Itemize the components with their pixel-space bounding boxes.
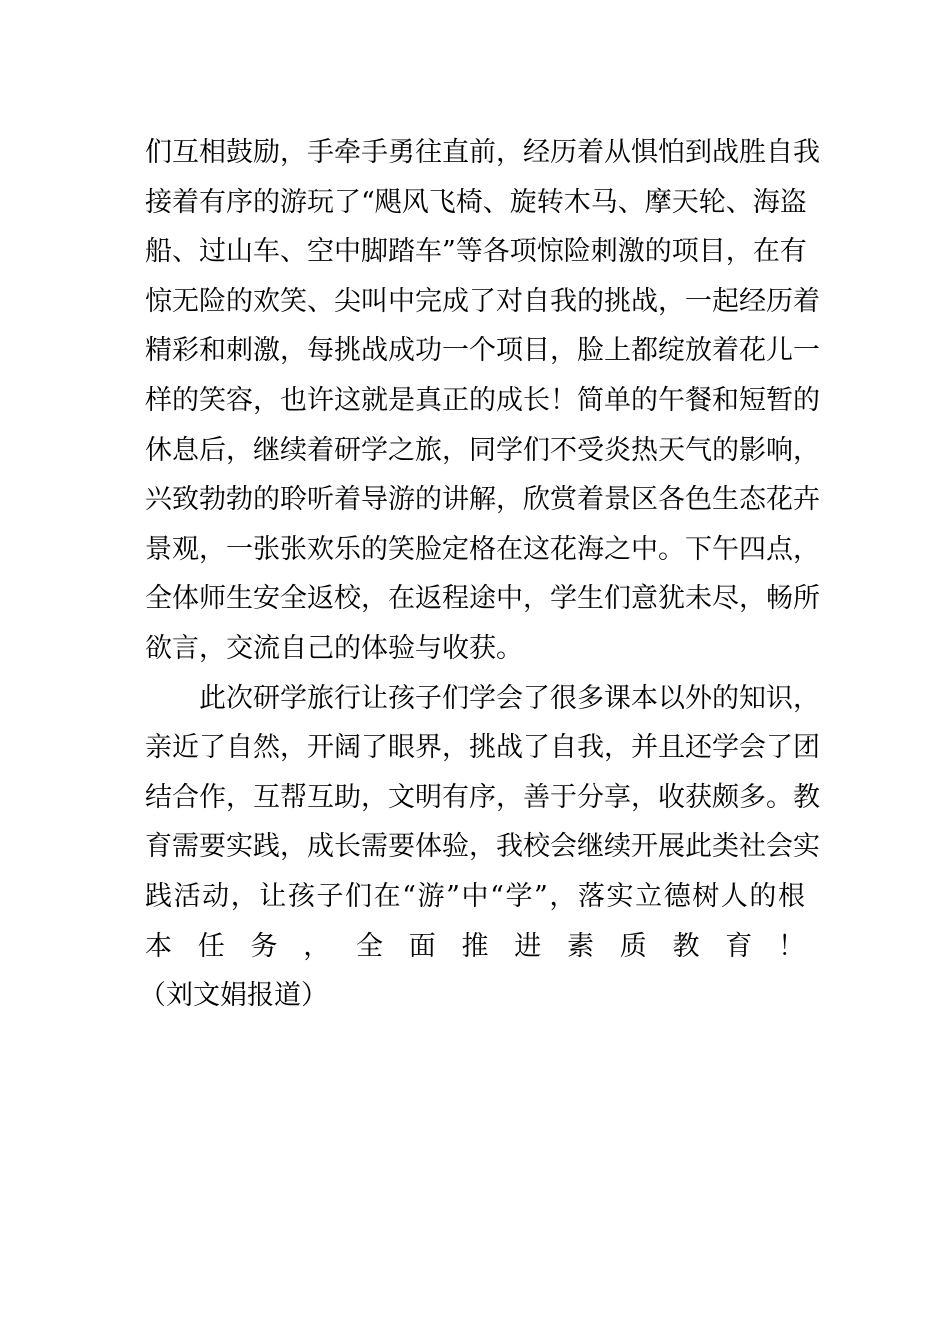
paragraph-1-line-6: 样的笑容，也许这就是真正的成长！简单的午餐和短暂的	[145, 384, 820, 416]
article-body	[139, 128, 820, 1021]
paragraph-1-line-5: 精彩和刺激，每挑战成功一个项目，脸上都绽放着花儿一	[145, 335, 820, 367]
paragraph-2-line-2: 亲近了自然，开阔了眼界，挑战了自我，并且还学会了团	[145, 732, 820, 764]
paragraph-1-line-2: 接着有序的游玩了“飓风飞椅、旋转木马、摩天轮、海盗	[145, 186, 807, 218]
paragraph-2-line-1: 此次研学旅行让孩子们学会了很多课本以外的知识，	[199, 682, 820, 714]
paragraph-1-line-10: 全体师生安全返校，在返程途中，学生们意犹未尽，畅所	[145, 583, 820, 615]
paragraph-2-line-4: 育需要实践，成长需要体验，我校会继续开展此类社会实	[145, 831, 820, 863]
paragraph-2-line-5: 践活动，让孩子们在“游”中“学”，落实立德树人的根	[145, 880, 805, 912]
paragraph-1-line-8: 兴致勃勃的聆听着导游的讲解，欣赏着景区各色生态花卉	[145, 484, 820, 516]
paragraph-1-line-1: 们互相鼓励，手牵手勇往直前，经历着从惧怕到战胜自我	[145, 137, 820, 168]
paragraph-1-line-7: 休息后，继续着研学之旅，同学们不受炎热天气的影响，	[145, 434, 820, 466]
byline: （刘文娟报道）	[139, 980, 328, 1012]
paragraph-1-line-9: 景观，一张张欢乐的笑脸定格在这花海之中。下午四点，	[145, 533, 820, 565]
paragraph-1-line-3: 船、过山车、空中脚踏车”等各项惊险刺激的项目，在有	[145, 236, 807, 268]
paragraph-2-line-3: 结合作，互帮互助，文明有序，善于分享，收获颇多。教	[145, 781, 820, 813]
paragraph-1-line-11: 欲言，交流自己的体验与收获。	[145, 632, 523, 664]
paragraph-1-line-4: 惊无险的欢笑、尖叫中完成了对自我的挑战，一起经历着	[145, 285, 820, 317]
paragraph-2-line-6: 本 任 务 ， 全 面 推 进 素 质 教 育 ！	[145, 930, 805, 962]
